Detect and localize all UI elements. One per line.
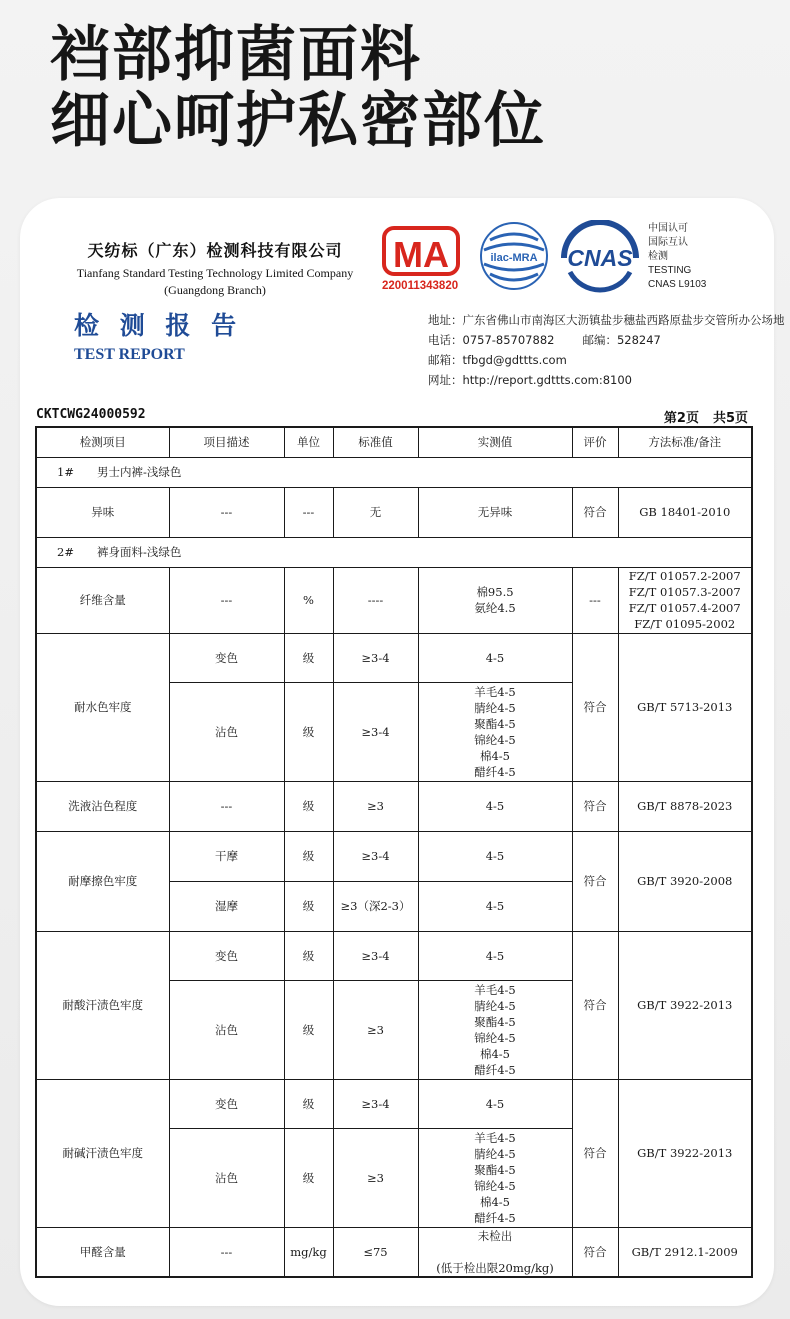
std-cell: ≥3 (333, 980, 418, 1079)
header-cell: 检测项目 (36, 427, 169, 457)
eval-cell: 符合 (572, 781, 618, 831)
result-cell: 4-5 (418, 781, 572, 831)
std-cell: ≥3-4 (333, 633, 418, 682)
ma-logo-mark: MA (382, 226, 460, 276)
result-cell: 羊毛4-5 腈纶4-5 聚酯4-5 锦纶4-5 棉4-5 醋纤4-5 (418, 682, 572, 781)
results-table (35, 426, 753, 1278)
std-cell: ≤75 (333, 1227, 418, 1277)
eval-cell: --- (572, 567, 618, 633)
header-cell: 评价 (572, 427, 618, 457)
desc-cell: 变色 (169, 633, 284, 682)
eval-cell: 符合 (572, 633, 618, 781)
page-total: 共5页 (712, 411, 748, 426)
desc-cell: 干摩 (169, 831, 284, 881)
unit-cell: 级 (284, 781, 333, 831)
method-cell: GB/T 5713-2013 (618, 633, 752, 781)
table-row (36, 1079, 752, 1128)
cnas-info-line: CNAS L9103 (648, 279, 707, 290)
method-cell: GB/T 3922-2013 (618, 1079, 752, 1227)
cnas-info-line: 检测 (648, 251, 668, 262)
headline-line-2: 细心呵护私密部位 (50, 86, 546, 156)
report-number: CKTCWG24000592 (36, 407, 146, 422)
postcode: 邮编：528247 (582, 333, 661, 347)
report-title (74, 306, 242, 364)
result-cell: 4-5 (418, 881, 572, 931)
eval-cell: 符合 (572, 1227, 618, 1277)
method-cell: GB/T 2912.1-2009 (618, 1227, 752, 1277)
header-cell: 方法标准/备注 (618, 427, 752, 457)
desc-cell: 沾色 (169, 980, 284, 1079)
table-row (36, 1227, 752, 1277)
result-cell: 4-5 (418, 931, 572, 980)
cnas-info-line: 国际互认 (648, 237, 688, 248)
unit-cell: % (284, 567, 333, 633)
table-row (36, 567, 752, 633)
eval-cell: 符合 (572, 487, 618, 537)
header-cell: 项目描述 (169, 427, 284, 457)
unit-cell: 级 (284, 633, 333, 682)
report-title-zh: 检 测 报 告 (74, 311, 243, 340)
desc-cell: --- (169, 1227, 284, 1277)
ilac-globe-icon (478, 220, 550, 298)
std-cell: ≥3-4 (333, 1079, 418, 1128)
cnas-info-line: 中国认可 (648, 223, 688, 234)
item-cell: 异味 (36, 487, 169, 537)
eval-cell: 符合 (572, 931, 618, 1079)
section-label: 2# 裤身面料-浅绿色 (36, 537, 752, 567)
cnas-info-line: TESTING (648, 265, 692, 276)
desc-cell: --- (169, 567, 284, 633)
eval-cell: 符合 (572, 831, 618, 931)
result-cell: 棉95.5 氨纶4.5 (418, 567, 572, 633)
page-indicator (650, 407, 748, 426)
eval-cell: 符合 (572, 1079, 618, 1227)
desc-cell: --- (169, 487, 284, 537)
table-row (36, 931, 752, 980)
unit-cell: mg/kg (284, 1227, 333, 1277)
header-cell: 标准值 (333, 427, 418, 457)
header-cell: 单位 (284, 427, 333, 457)
item-cell: 耐摩擦色牢度 (36, 831, 169, 931)
result-cell: 未检出 (低于检出限20mg/kg) (418, 1227, 572, 1277)
company-branch-en: (Guangdong Branch) (164, 283, 266, 297)
headline-line-1: 裆部抑菌面料 (50, 20, 422, 90)
ma-logo (382, 226, 464, 292)
cnas-info (648, 222, 706, 292)
table-row (36, 781, 752, 831)
results-table-wrapper (35, 426, 753, 1278)
report-title-en: TEST REPORT (74, 346, 185, 363)
desc-cell: 沾色 (169, 1128, 284, 1227)
desc-cell: 沾色 (169, 682, 284, 781)
result-cell: 羊毛4-5 腈纶4-5 聚酯4-5 锦纶4-5 棉4-5 醋纤4-5 (418, 1128, 572, 1227)
section-row (36, 457, 752, 487)
desc-cell: 变色 (169, 1079, 284, 1128)
item-cell: 耐酸汗渍色牢度 (36, 931, 169, 1079)
desc-cell: 变色 (169, 931, 284, 980)
cnas-logo (560, 220, 640, 298)
page-current: 第2页 (663, 411, 699, 426)
header-cell: 实测值 (418, 427, 572, 457)
ilac-mra-logo (478, 220, 550, 302)
method-cell: FZ/T 01057.2-2007 FZ/T 01057.3-2007 FZ/T 01057.4-2007 FZ/T 01095-2002 (618, 567, 752, 633)
section-label: 1# 男士内裤-浅绿色 (36, 457, 752, 487)
address-line: 地址：广东省佛山市南海区大沥镇盐步穗盐西路原盐步交管所办公场地 (428, 313, 785, 327)
table-header-row (36, 427, 752, 457)
std-cell: ≥3-4 (333, 831, 418, 881)
unit-cell: 级 (284, 980, 333, 1079)
table-row (36, 487, 752, 537)
std-cell: ≥3（深2-3） (333, 881, 418, 931)
result-cell: 4-5 (418, 633, 572, 682)
method-cell: GB/T 8878-2023 (618, 781, 752, 831)
desc-cell: 湿摩 (169, 881, 284, 931)
method-cell: GB/T 3920-2008 (618, 831, 752, 931)
item-cell: 耐碱汗渍色牢度 (36, 1079, 169, 1227)
std-cell: ≥3-4 (333, 931, 418, 980)
result-cell: 4-5 (418, 831, 572, 881)
phone: 电话：0757-85707882 (428, 333, 555, 347)
result-cell: 4-5 (418, 1079, 572, 1128)
result-cell: 无异味 (418, 487, 572, 537)
unit-cell: 级 (284, 931, 333, 980)
company-block (70, 238, 360, 299)
contact-info (428, 310, 785, 390)
unit-cell: 级 (284, 682, 333, 781)
std-cell: ≥3 (333, 1128, 418, 1227)
company-name-zh: 天纺标（广东）检测科技有限公司 (87, 241, 343, 260)
unit-cell: --- (284, 487, 333, 537)
email-line: 邮箱：tfbgd@gdttts.com (428, 353, 567, 367)
cnas-emblem-icon (560, 220, 640, 294)
table-row (36, 831, 752, 881)
item-cell: 甲醛含量 (36, 1227, 169, 1277)
method-cell: GB/T 3922-2013 (618, 931, 752, 1079)
cnas-logo-text: CNAS (567, 245, 633, 271)
website-line: 网址：http://report.gdttts.com:8100 (428, 373, 632, 387)
unit-cell: 级 (284, 881, 333, 931)
ilac-text: ilac-MRA (490, 252, 538, 264)
item-cell: 耐水色牢度 (36, 633, 169, 781)
item-cell: 洗液沾色程度 (36, 781, 169, 831)
std-cell: ≥3-4 (333, 682, 418, 781)
phone-line (428, 330, 785, 350)
company-name-en: Tianfang Standard Testing Technology Limited Company (76, 266, 354, 280)
unit-cell: 级 (284, 1079, 333, 1128)
desc-cell: --- (169, 781, 284, 831)
unit-cell: 级 (284, 1128, 333, 1227)
headline (50, 22, 546, 154)
ma-number: 220011343820 (382, 280, 459, 292)
std-cell: ---- (333, 567, 418, 633)
section-row (36, 537, 752, 567)
std-cell: 无 (333, 487, 418, 537)
table-row (36, 633, 752, 682)
method-cell: GB 18401-2010 (618, 487, 752, 537)
unit-cell: 级 (284, 831, 333, 881)
std-cell: ≥3 (333, 781, 418, 831)
item-cell: 纤维含量 (36, 567, 169, 633)
result-cell: 羊毛4-5 腈纶4-5 聚酯4-5 锦纶4-5 棉4-5 醋纤4-5 (418, 980, 572, 1079)
